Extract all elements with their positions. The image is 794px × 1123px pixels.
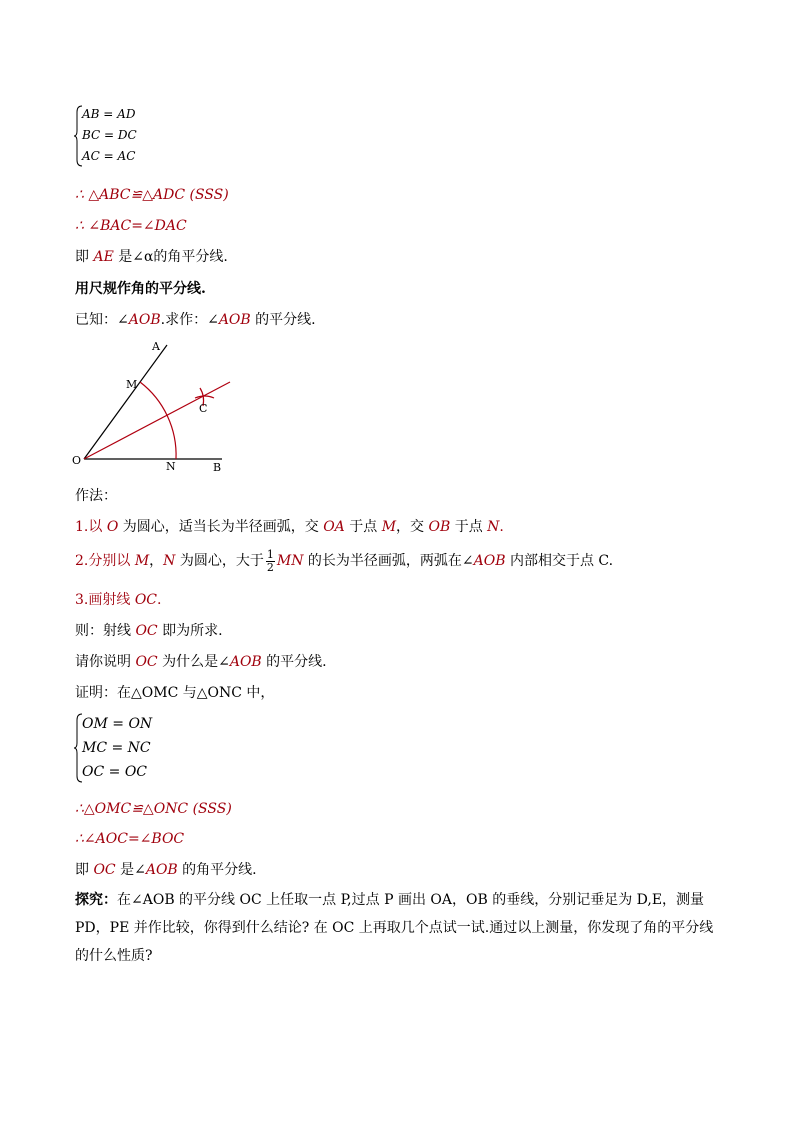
equation-row: OC = OC bbox=[82, 764, 148, 780]
equation-system-1 bbox=[74, 104, 164, 168]
method-title: 作法： bbox=[75, 488, 117, 504]
then-statement: 则：射线 OC 即为所求. bbox=[75, 623, 223, 639]
proof-intro: 证明：在△OMC 与△ONC 中， bbox=[75, 685, 275, 701]
therefore-congruent-1: ∴ △ABC≌△ADC (SSS) bbox=[75, 187, 229, 203]
label-o: O bbox=[72, 454, 82, 467]
bisector-oc bbox=[84, 382, 230, 459]
equation-row: BC = DC bbox=[82, 128, 137, 142]
step-2: 2.分别以 M，N 为圆心，大于 $\frac{1}{2}$ MN 的长为半径画弧，两弧在∠AOB 内部相交于点 C. bbox=[75, 547, 614, 574]
section-heading: 用尺规作角的平分线. bbox=[75, 281, 206, 297]
step-3: 3.画射线 OC. bbox=[75, 592, 162, 608]
label-n: N bbox=[166, 460, 176, 473]
equation-system-2 bbox=[74, 712, 174, 784]
step-1: 1.以 O 为圆心，适当长为半径画弧，交 OA 于点 M，交 OB 于点 N. bbox=[75, 519, 504, 535]
equation-row: OM = ON bbox=[82, 716, 153, 732]
therefore-angle-1: ∴ ∠BAC=∠DAC bbox=[75, 218, 187, 234]
explore-paragraph: 探究：在∠AOB 的平分线 OC 上任取一点 P,过点 P 画出 OA，OB 的垂线，分别记垂足为 D,E，测量 PD，PE 并作比较，你得到什么结论? 在 OC 上再取几个点试一试.通过以上测量，你发现了角的平分线的什么性质? bbox=[75, 892, 714, 964]
fraction-one-half: $\frac{1}{2}$ bbox=[266, 547, 274, 574]
label-c: C bbox=[199, 402, 208, 415]
explain-question: 请你说明 OC 为什么是∠AOB 的平分线. bbox=[75, 654, 327, 670]
therefore-angle-2: ∴∠AOC=∠BOC bbox=[75, 831, 185, 847]
arc-from-m bbox=[195, 396, 214, 398]
conclusion-1: 即 AE 是∠α的角平分线. bbox=[75, 249, 228, 265]
conclusion-2: 即 OC 是∠AOB 的角平分线. bbox=[75, 862, 257, 878]
equation-row: MC = NC bbox=[82, 740, 151, 756]
equation-row: AB = AD bbox=[82, 107, 136, 121]
label-b: B bbox=[213, 461, 222, 474]
angle-bisector-figure bbox=[70, 338, 250, 478]
equation-row: AC = AC bbox=[82, 149, 136, 163]
label-m: M bbox=[126, 378, 138, 391]
known-statement: 已知：∠AOB.求作：∠AOB 的平分线. bbox=[75, 312, 316, 328]
ray-oa bbox=[84, 345, 167, 459]
therefore-congruent-2: ∴△OMC≌△ONC (SSS) bbox=[75, 801, 232, 817]
label-a: A bbox=[152, 340, 160, 353]
